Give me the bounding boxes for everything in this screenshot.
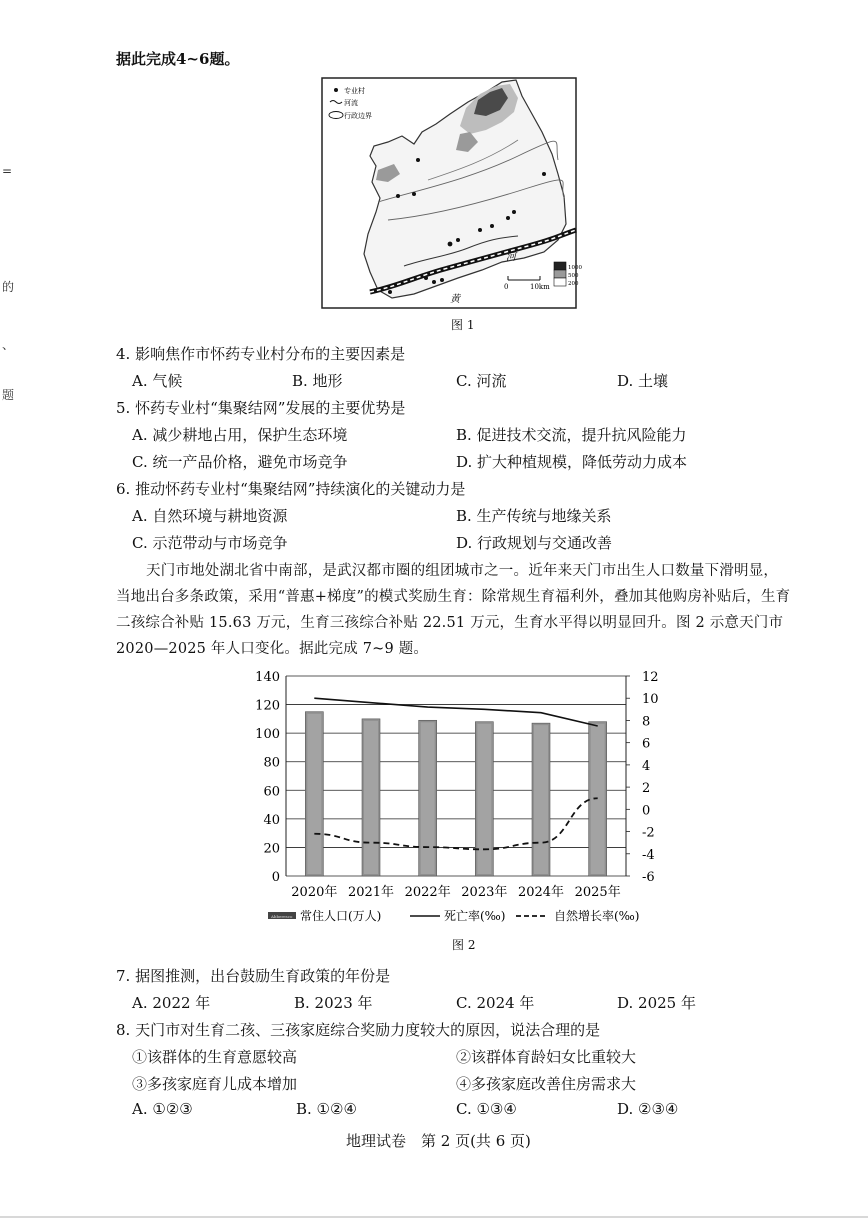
legend-bar-sample: Abberesco: [271, 914, 293, 919]
population-bar-texture: [364, 721, 378, 874]
population-bar-texture: [534, 725, 548, 874]
question-6-option-c: C. 示范带动与市场竞争: [132, 534, 288, 552]
question-5-option-d: D. 扩大种植规模，降低劳动力成本: [456, 453, 688, 471]
page-bottom-edge: [0, 1216, 868, 1218]
passage-line: 2020—2025 年人口变化。据此完成 7~9 题。: [116, 641, 429, 657]
y-left-tick-label: 0: [271, 870, 280, 885]
y-left-tick-label: 40: [263, 812, 280, 828]
elevation-legend-200: [554, 278, 566, 286]
y-right-tick-label: 8: [642, 714, 651, 730]
question-7-option-a: A. 2022 年: [132, 994, 211, 1012]
question-4-stem: 4. 影响焦作市怀药专业村分布的主要因素是: [116, 345, 406, 363]
growth-rate-line: [314, 798, 597, 849]
village-dot: [542, 172, 546, 176]
village-dot: [456, 238, 460, 242]
village-dot: [448, 242, 453, 247]
question-4-option-d: D. 土壤: [617, 372, 669, 390]
margin-mark: 、: [2, 338, 15, 352]
question-6-stem: 6. 推动怀药专业村“集聚结网”持续演化的关键动力是: [116, 480, 466, 498]
legend-village: 专业村: [344, 87, 365, 95]
y-left-tick-label: 100: [255, 727, 280, 743]
x-category-label: 2025年: [574, 885, 621, 900]
question-8-statement-3: ③多孩家庭育儿成本增加: [132, 1075, 298, 1093]
village-dot: [512, 210, 516, 214]
y-right-tick-label: 6: [642, 736, 651, 752]
margin-mark: 的: [2, 280, 15, 294]
x-category-label: 2024年: [517, 885, 565, 900]
y-right-tick-label: -2: [642, 825, 655, 841]
question-4-option-c: C. 河流: [456, 372, 507, 390]
question-6-option-b: B. 生产传统与地缘关系: [456, 507, 612, 525]
scale-10km: 10km: [530, 283, 550, 291]
passage-line: 当地出台多条政策，采用“普惠+梯度”的模式奖励生育：除常规生育福利外，叠加其他购房补贴后，生育: [116, 589, 791, 605]
village-dot: [396, 194, 400, 198]
y-right-tick-label: -6: [642, 870, 655, 885]
question-8-statement-4: ④多孩家庭改善住房需求大: [456, 1075, 637, 1093]
margin-mark: 题: [2, 388, 15, 402]
village-dot: [424, 276, 428, 280]
figure-1-caption: 图 1: [451, 318, 475, 332]
river-label-huang: 黄: [450, 294, 460, 305]
scale-zero: 0: [504, 283, 509, 291]
elevation-legend-500: [554, 270, 566, 278]
question-4-option-a: A. 气候: [132, 372, 183, 390]
legend-river: 河流: [344, 99, 358, 107]
question-8-statement-1: ①该群体的生育意愿较高: [132, 1048, 298, 1066]
figure-2-caption: 图 2: [452, 938, 476, 952]
intro-text: 据此完成4~6题。: [116, 50, 240, 68]
elevation-label-500: 500: [568, 273, 579, 279]
legend-death-rate: 死亡率(‰): [444, 909, 506, 923]
question-8-stem: 8. 天门市对生育二孩、三孩家庭综合奖励力度较大的原因，说法合理的是: [116, 1021, 601, 1039]
y-right-tick-label: 2: [642, 781, 651, 797]
question-5-option-b: B. 促进技术交流，提升抗风险能力: [456, 426, 687, 444]
question-6-option-d: D. 行政规划与交通改善: [456, 534, 613, 552]
village-dot: [490, 224, 494, 228]
question-7-option-b: B. 2023 年: [294, 994, 373, 1012]
x-category-label: 2021年: [347, 885, 395, 900]
passage-line: 天门市地处湖北省中南部，是武汉都市圈的组团城市之一。近年来天门市出生人口数量下滑明显，: [146, 563, 779, 579]
population-bar-texture: [421, 722, 435, 874]
death-rate-line: [314, 698, 597, 726]
question-5-stem: 5. 怀药专业村“集聚结网”发展的主要优势是: [116, 399, 406, 417]
legend-village-icon: [334, 88, 338, 92]
legend-boundary: 行政边界: [344, 112, 372, 120]
y-right-tick-label: 4: [642, 758, 651, 774]
passage-line: 二孩综合补贴 15.63 万元，生育三孩综合补贴 22.51 万元，生育水平得以明显回升。图 2 示意天门市: [116, 615, 784, 631]
question-6-option-a: A. 自然环境与耕地资源: [132, 507, 288, 525]
village-dot: [416, 158, 420, 162]
y-right-tick-label: 10: [642, 692, 659, 708]
y-left-tick-label: 140: [255, 670, 280, 685]
question-7-option-c: C. 2024 年: [456, 994, 535, 1012]
y-left-tick-label: 120: [255, 698, 280, 714]
question-7-option-d: D. 2025 年: [617, 994, 696, 1012]
village-dot: [506, 216, 510, 220]
village-dot: [432, 280, 436, 284]
margin-mark: =: [2, 164, 13, 178]
figure-1-map: [318, 70, 580, 312]
question-7-stem: 7. 据图推测，出台鼓励生育政策的年份是: [116, 967, 391, 985]
village-dot: [388, 290, 392, 294]
y-right-tick-label: 0: [642, 803, 651, 819]
village-dot: [440, 278, 444, 282]
x-category-label: 2023年: [461, 885, 508, 900]
river-label-he: 河: [506, 252, 516, 263]
figure-2-chart: [240, 662, 680, 934]
legend-population: 常住人口(万人): [300, 909, 382, 923]
question-5-option-c: C. 统一产品价格，避免市场竞争: [132, 453, 348, 471]
y-left-tick-label: 20: [263, 841, 280, 857]
y-right-tick-label: -4: [642, 847, 655, 863]
x-category-label: 2020年: [291, 885, 338, 900]
question-8-option-b: B. ①②④: [296, 1100, 357, 1118]
question-8-option-d: D. ②③④: [617, 1100, 679, 1118]
y-right-tick-label: 12: [642, 670, 659, 685]
question-8-statement-2: ②该群体育龄妇女比重较大: [456, 1048, 637, 1066]
question-8-option-a: A. ①②③: [132, 1100, 193, 1118]
population-bar-texture: [477, 724, 491, 874]
y-left-tick-label: 80: [263, 755, 280, 771]
question-5-option-a: A. 减少耕地占用，保护生态环境: [132, 426, 348, 444]
elevation-label-1000: 1000: [568, 265, 582, 271]
y-left-tick-label: 60: [263, 784, 280, 800]
question-8-option-c: C. ①③④: [456, 1100, 517, 1118]
question-4-option-b: B. 地形: [292, 372, 343, 390]
population-bar-texture: [307, 714, 321, 874]
village-dot: [412, 192, 416, 196]
x-category-label: 2022年: [404, 885, 451, 900]
page-footer: 地理试卷 第 2 页(共 6 页): [346, 1132, 531, 1150]
village-dot: [478, 228, 482, 232]
elevation-legend-1000: [554, 262, 566, 270]
legend-growth-rate: 自然增长率(‰): [554, 909, 640, 923]
elevation-label-200: 200: [568, 281, 579, 287]
